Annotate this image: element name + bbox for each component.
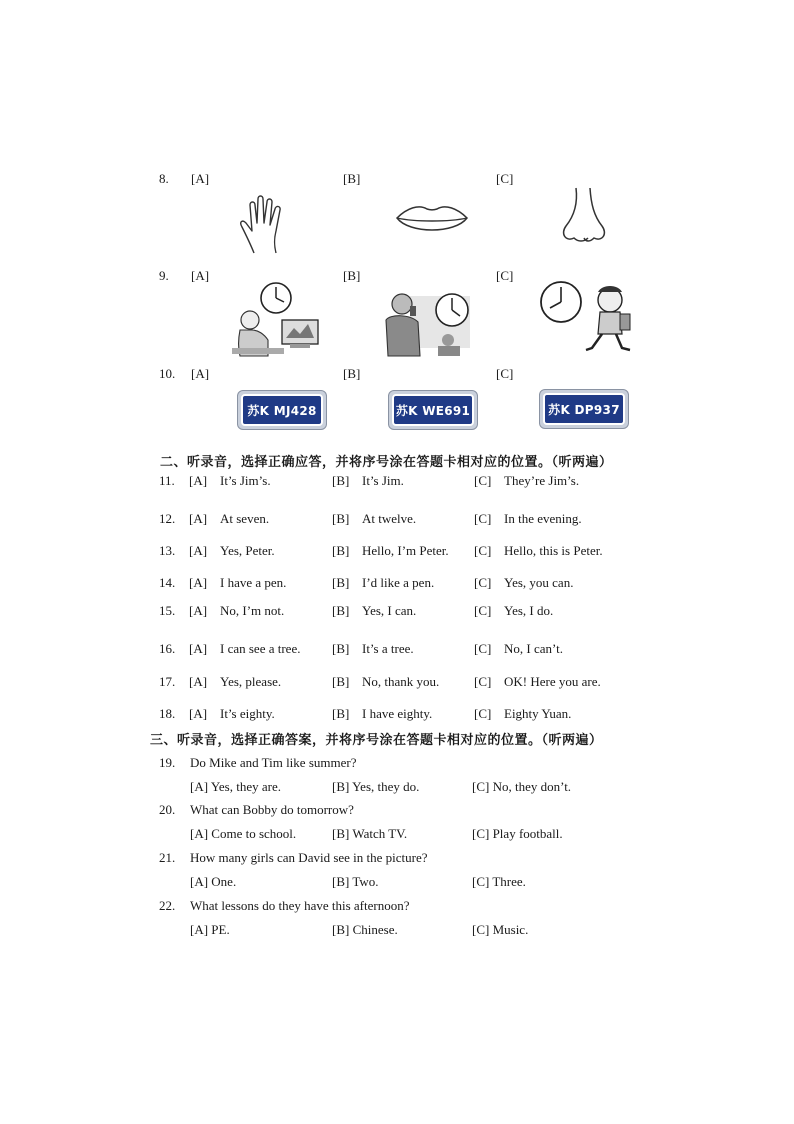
- lips-icon: [395, 200, 469, 238]
- q14-label-c: [C]: [474, 575, 492, 590]
- q15-answer-c: Yes, I do.: [504, 603, 554, 618]
- q13-answer-c: Hello, this is Peter.: [504, 543, 603, 558]
- q20-option-c: [C] Play football.: [472, 826, 563, 841]
- q20-option-b: [B] Watch TV.: [332, 826, 408, 841]
- q13-answer-b: Hello, I’m Peter.: [362, 543, 449, 558]
- q20-number: 20.: [159, 802, 176, 817]
- q19-number: 19.: [159, 755, 176, 770]
- q10-number: 10.: [159, 366, 176, 381]
- q11-number: 11.: [159, 473, 175, 488]
- license-plate-c-text: 苏K DP937: [543, 393, 625, 425]
- q21-option-a: [A] One.: [190, 874, 237, 889]
- q9-option-a: [A]: [191, 268, 210, 283]
- q20-question: What can Bobby do tomorrow?: [190, 802, 354, 817]
- q12-answer-b: At twelve.: [362, 511, 417, 526]
- boy-computer-clock-illustration: [228, 280, 324, 358]
- q15-label-c: [C]: [474, 603, 492, 618]
- q17-number: 17.: [159, 674, 176, 689]
- license-plate-c: [540, 390, 628, 428]
- q16-label-a: [A]: [189, 641, 208, 656]
- q12-label-a: [A]: [189, 511, 208, 526]
- q17-label-c: [C]: [474, 674, 492, 689]
- q9-option-c: [C]: [496, 268, 514, 283]
- q10-option-c: [C]: [496, 366, 514, 381]
- q13-label-c: [C]: [474, 543, 492, 558]
- license-plate-b: [389, 391, 477, 429]
- q8-option-a: [A]: [191, 171, 210, 186]
- q16-number: 16.: [159, 641, 176, 656]
- q10-option-a: [A]: [191, 366, 210, 381]
- q15-label-b: [B]: [332, 603, 350, 618]
- q19-question: Do Mike and Tim like summer?: [190, 755, 357, 770]
- q11-label-b: [B]: [332, 473, 350, 488]
- q15-answer-a: No, I’m not.: [220, 603, 285, 618]
- q17-answer-a: Yes, please.: [220, 674, 282, 689]
- q15-answer-b: Yes, I can.: [362, 603, 417, 618]
- q11-answer-a: It’s Jim’s.: [220, 473, 271, 488]
- q13-number: 13.: [159, 543, 176, 558]
- q22-question: What lessons do they have this afternoon?: [190, 898, 410, 913]
- boy-phone-clock-illustration: [380, 280, 480, 358]
- q16-label-c: [C]: [474, 641, 492, 656]
- q10-option-b: [B]: [343, 366, 361, 381]
- q11-answer-b: It’s Jim.: [362, 473, 404, 488]
- q12-label-b: [B]: [332, 511, 350, 526]
- q18-answer-c: Eighty Yuan.: [504, 706, 572, 721]
- q15-label-a: [A]: [189, 603, 208, 618]
- q17-label-a: [A]: [189, 674, 208, 689]
- q11-label-a: [A]: [189, 473, 208, 488]
- q14-answer-b: I’d like a pen.: [362, 575, 435, 590]
- q14-label-a: [A]: [189, 575, 208, 590]
- q9-number: 9.: [159, 268, 169, 283]
- q16-answer-a: I can see a tree.: [220, 641, 301, 656]
- q12-answer-c: In the evening.: [504, 511, 582, 526]
- q9-option-b: [B]: [343, 268, 361, 283]
- q15-number: 15.: [159, 603, 176, 618]
- q18-answer-a: It’s eighty.: [220, 706, 275, 721]
- q12-answer-a: At seven.: [220, 511, 270, 526]
- q13-answer-a: Yes, Peter.: [220, 543, 275, 558]
- license-plate-a-text: 苏K MJ428: [241, 394, 323, 426]
- q13-label-a: [A]: [189, 543, 208, 558]
- q8-number: 8.: [159, 171, 169, 186]
- q22-option-a: [A] PE.: [190, 922, 230, 937]
- q17-answer-b: No, thank you.: [362, 674, 440, 689]
- hand-icon: [236, 193, 292, 255]
- q8-option-c: [C]: [496, 171, 514, 186]
- q20-option-a: [A] Come to school.: [190, 826, 297, 841]
- q16-answer-c: No, I can’t.: [504, 641, 563, 656]
- q11-answer-c: They’re Jim’s.: [504, 473, 580, 488]
- q17-answer-c: OK! Here you are.: [504, 674, 601, 689]
- q14-label-b: [B]: [332, 575, 350, 590]
- q19-option-b: [B] Yes, they do.: [332, 779, 420, 794]
- q18-number: 18.: [159, 706, 176, 721]
- q21-question: How many girls can David see in the picture?: [190, 850, 428, 865]
- q12-label-c: [C]: [474, 511, 492, 526]
- q22-option-b: [B] Chinese.: [332, 922, 398, 937]
- license-plate-b-text: 苏K WE691: [392, 394, 474, 426]
- q18-label-b: [B]: [332, 706, 350, 721]
- q16-answer-b: It’s a tree.: [362, 641, 414, 656]
- q21-option-b: [B] Two.: [332, 874, 379, 889]
- section3-title: 三、听录音，选择正确答案，并将序号涂在答题卡相对应的位置。（听两遍）: [150, 733, 603, 748]
- q21-option-c: [C] Three.: [472, 874, 526, 889]
- q13-label-b: [B]: [332, 543, 350, 558]
- q22-option-c: [C] Music.: [472, 922, 529, 937]
- license-plate-a: [238, 391, 326, 429]
- nose-icon: [560, 186, 610, 246]
- q22-number: 22.: [159, 898, 176, 913]
- q19-option-c: [C] No, they don’t.: [472, 779, 572, 794]
- clock-boy-running-illustration: [536, 278, 634, 360]
- q18-label-a: [A]: [189, 706, 208, 721]
- q19-option-a: [A] Yes, they are.: [190, 779, 281, 794]
- q18-answer-b: I have eighty.: [362, 706, 433, 721]
- q14-number: 14.: [159, 575, 176, 590]
- q17-label-b: [B]: [332, 674, 350, 689]
- q18-label-c: [C]: [474, 706, 492, 721]
- q8-option-b: [B]: [343, 171, 361, 186]
- q16-label-b: [B]: [332, 641, 350, 656]
- q14-answer-a: I have a pen.: [220, 575, 287, 590]
- section2-title: 二、听录音，选择正确应答，并将序号涂在答题卡相对应的位置。（听两遍）: [160, 455, 613, 470]
- q12-number: 12.: [159, 511, 176, 526]
- q14-answer-c: Yes, you can.: [504, 575, 574, 590]
- q11-label-c: [C]: [474, 473, 492, 488]
- q21-number: 21.: [159, 850, 176, 865]
